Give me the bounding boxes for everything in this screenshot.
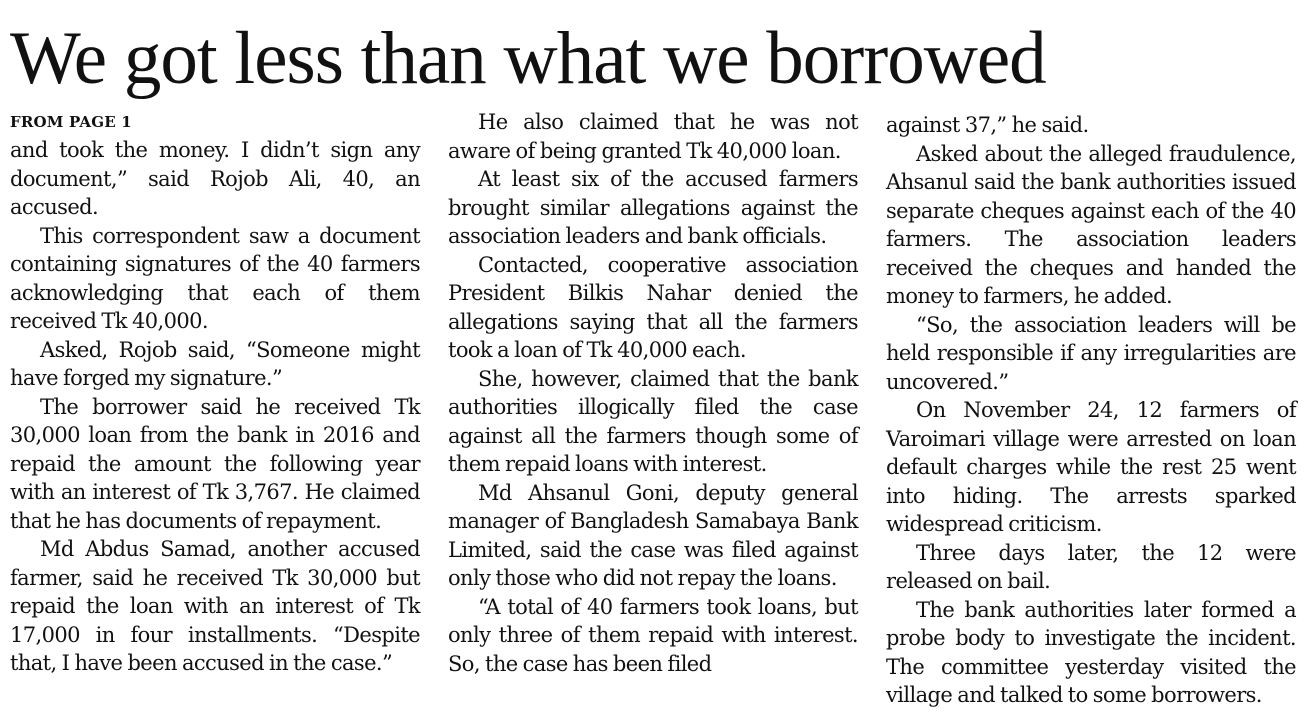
kicker-from-page: FROM PAGE 1 [10,113,132,131]
paragraph: Md Abdus Samad, another accused farmer, said he received Tk 30,000 but repaid the loan with an interest of Tk 17,000 in four installments. “Despite that, I have been accused in the case.” [10,537,420,675]
article-column-2 [448,108,858,678]
paragraph: At least six of the accused farmers brought similar allegations against the association leaders and bank officials. [448,167,858,248]
paragraph: Asked about the alleged fraudulence, Ahsanul said the bank authorities issued separate cheques against each of the 40 farmers. The association leaders received the cheques and handed the money to farmers, he added. [886,141,1296,308]
paragraph: The bank authorities later formed a probe body to investigate the incident. The committee yesterday visited the village and talked to some borrowers. [886,597,1296,707]
paragraph: She, however, claimed that the bank authorities illogically filed the case against all the farmers though some of them repaid loans with interest. [448,366,858,476]
paragraph: Contacted, cooperative association President Bilkis Nahar denied the allegations saying that all the farmers took a loan of Tk 40,000 each. [448,252,858,362]
paragraph: Three days later, the 12 were released on bail. [886,540,1296,593]
paragraph: Asked, Rojob said, “Someone might have forged my signature.” [10,337,420,390]
paragraph: This correspondent saw a document containing signatures of the 40 farmers acknowledging that each of them received Tk 40,000. [10,223,420,333]
paragraph: Md Ahsanul Goni, deputy general manager of Bangladesh Samabaya Bank Limited, said the case was filed against only those who did not repay the loans. [448,480,858,590]
paragraph: On November 24, 12 farmers of Varoimari village were arrested on loan default charges while the rest 25 went into hiding. The arrests sparked widespread criticism. [886,398,1296,536]
paragraph: “So, the association leaders will be held responsible if any irregularities are uncovered.” [886,312,1296,394]
headline: We got less than what we borrowed [10,17,1046,100]
article-column-1 [10,108,420,678]
article-column-3 [886,111,1296,710]
paragraph: He also claimed that he was not aware of being granted Tk 40,000 loan. [448,110,858,163]
paragraph: and took the money. I didn’t sign any document,” said Rojob Ali, 40, an accused. [10,138,420,219]
paragraph: The borrower said he received Tk 30,000 loan from the bank in 2016 and repaid the amount the following year with an interest of Tk 3,767. He claimed that he has documents of repayment. [10,394,420,533]
paragraph: “A total of 40 farmers took loans, but only three of them repaid with interest. So, the case has been filed [448,594,858,676]
paragraph: against 37,” he said. [886,113,1089,137]
